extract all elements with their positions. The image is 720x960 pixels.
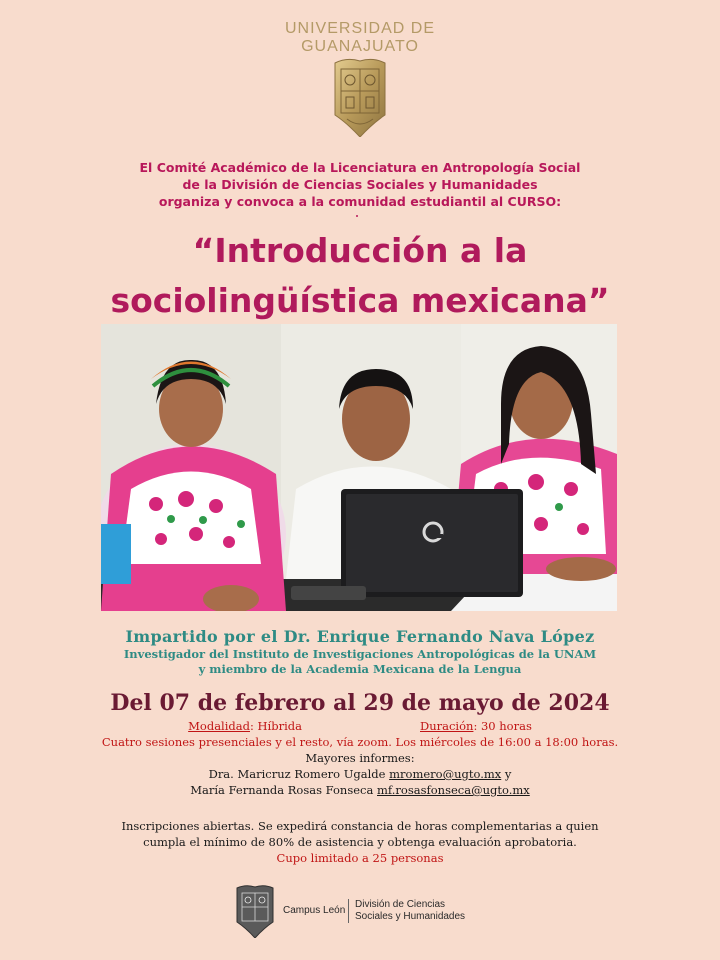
university-name xyxy=(0,20,720,56)
presenter-affiliation: Investigador del Instituto de Investigaciones Antropológicas de la UNAM xyxy=(123,647,597,661)
registration-line2: cumpla el mínimo de 80% de asistencia y obtenga evaluación aprobatoria. xyxy=(143,835,577,849)
course-title xyxy=(0,226,720,326)
contact-row-1 xyxy=(0,766,720,782)
presenter-info xyxy=(0,627,720,677)
university-name-line2: GUANAJUATO xyxy=(301,38,419,55)
contact-separator: y xyxy=(504,767,512,781)
registration-line1: Inscripciones abiertas. Se expedirá constancia de horas complementarias a quien xyxy=(121,819,599,833)
intro-line1: El Comité Académico de la Licenciatura en Antropología Social xyxy=(139,160,581,175)
footer-logo xyxy=(233,884,493,938)
division-line2: Sociales y Humanidades xyxy=(355,911,466,922)
course-title-line2: sociolingüística mexicana” xyxy=(110,281,610,320)
registration-info xyxy=(0,818,720,866)
duration-label: Duración xyxy=(420,719,474,733)
course-title-line1: “Introducción a la xyxy=(192,231,528,270)
contact1-email-link[interactable]: mromero@ugto.mx xyxy=(389,767,502,781)
campus-name: Campus León xyxy=(283,905,346,916)
modality-label: Modalidad xyxy=(188,719,250,733)
contact2-name: María Fernanda Rosas Fonseca xyxy=(190,783,374,797)
course-details xyxy=(0,718,720,798)
more-info-label: Mayores informes: xyxy=(305,751,415,765)
course-photo xyxy=(101,324,617,611)
course-dates: Del 07 de febrero al 29 de mayo de 2024 xyxy=(110,690,610,716)
university-crest-icon xyxy=(327,57,393,137)
duration-value: : 30 horas xyxy=(473,719,532,733)
university-name-line1: UNIVERSIDAD DE xyxy=(284,20,436,37)
division-name xyxy=(355,899,465,923)
schedule-text: Cuatro sesiones presenciales y el resto, vía zoom. Los miércoles de 16:00 a 18:00 horas. xyxy=(101,735,619,749)
division-line1: División de Ciencias xyxy=(355,899,446,910)
contact-row-2 xyxy=(0,782,720,798)
intro-line3: organiza y convoca a la comunidad estudiantil al CURSO: xyxy=(158,194,562,209)
contact2-email-link[interactable]: mf.rosasfonseca@ugto.mx xyxy=(377,783,530,797)
decorative-dot xyxy=(356,215,358,217)
modality-duration-row xyxy=(0,718,720,734)
footer-divider xyxy=(348,899,349,923)
presenter-name: Impartido por el Dr. Enrique Fernando Nava López xyxy=(125,627,595,646)
intro-text xyxy=(0,159,720,210)
presenter-membership: y miembro de la Academia Mexicana de la Lengua xyxy=(198,662,522,676)
intro-line2: de la División de Ciencias Sociales y Humanidades xyxy=(182,177,538,192)
contact1-name: Dra. Maricruz Romero Ugalde xyxy=(208,767,386,781)
capacity-note: Cupo limitado a 25 personas xyxy=(276,851,444,865)
modality-value: : Híbrida xyxy=(250,719,302,733)
university-crest-small-icon xyxy=(233,884,277,938)
